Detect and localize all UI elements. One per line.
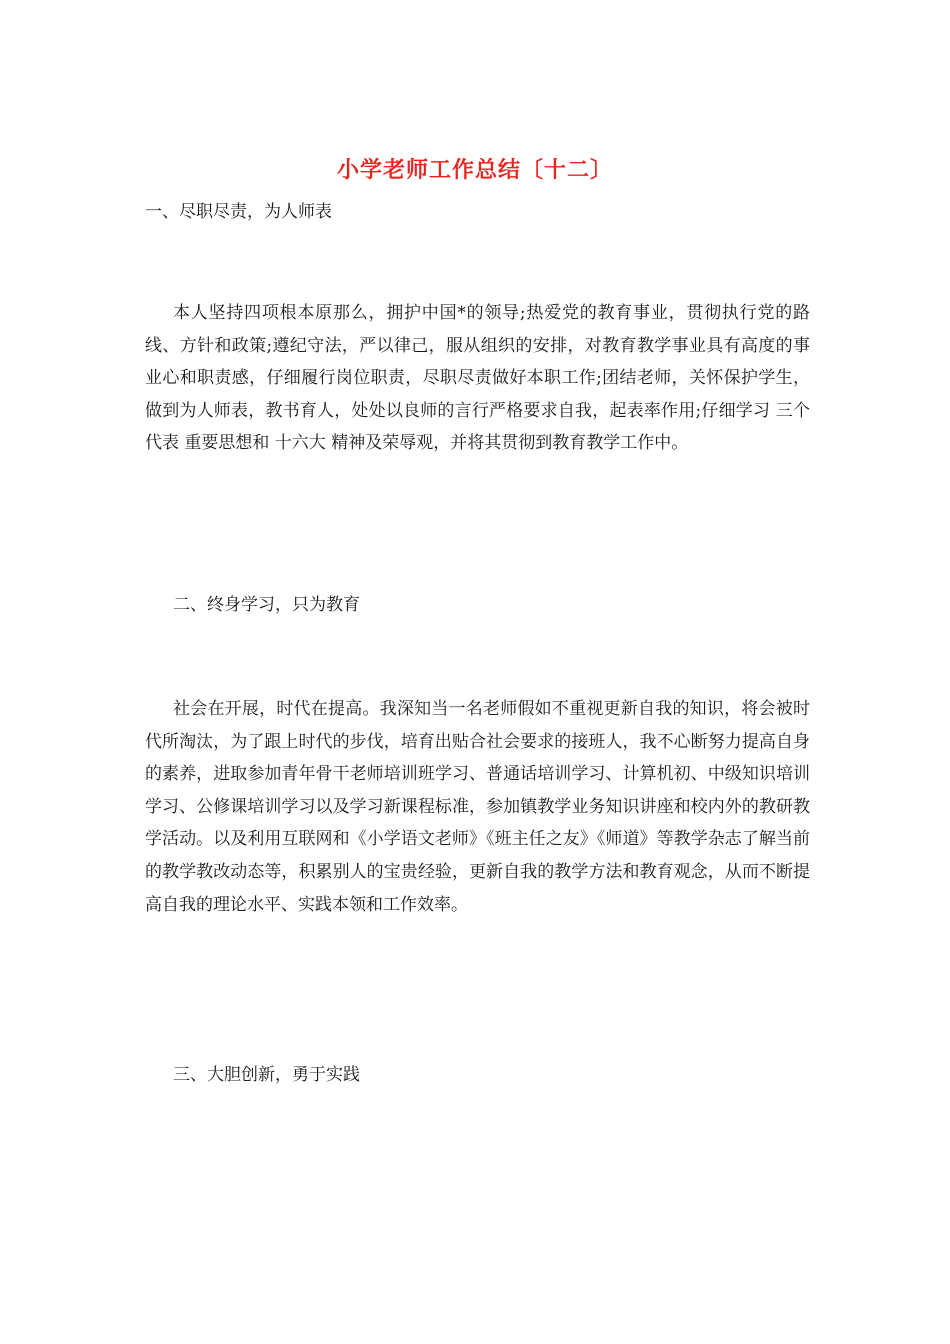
section-paragraph-2: 社会在开展，时代在提高。我深知当一名老师假如不重视更新自我的知识，将会被时代所淘汰，为了跟上时代的步伐，培育出贴合社会要求的接班人，我不心断努力提高自身的素养，进取参加青年骨干老师培训班学习、普通话培训学习、计算机初、中级知识培训学习、公修课培训学习以及学习新课程标准，参加镇教学业务知识讲座和校内外的教研教学活动。以及利用互联网和《小学语文老师》《班主任之友》《师道》等教学杂志了解当前的教学教改动态等，积累别人的宝贵经验，更新自我的教学方法和教育观念，从而不断提高自我的理论水平、实践本领和工作效率。 xyxy=(145,699,810,915)
document-title: 小学老师工作总结〔十二〕 xyxy=(336,157,613,183)
section-heading-1: 一、尽职尽责，为人师表 xyxy=(145,202,332,222)
section-paragraph-1: 本人坚持四项根本原那么，拥护中国*的领导;热爱党的教育事业，贯彻执行党的路线、方针和政策;遵纪守法，严以律己，服从组织的安排，对教育教学事业具有高度的事业心和职责感，仔细履行岗位职责，尽职尽责做好本职工作;团结老师，关怀保护学生，做到为人师表，教书育人，处处以良师的言行严格要求自我，起表率作用;仔细学习 三个代表 重要思想和 十六大 精神及荣辱观，并将其贯彻到教育教学工作中。 xyxy=(145,303,810,454)
section-heading-2: 二、终身学习，只为教育 xyxy=(173,595,360,615)
section-heading-3: 三、大胆创新，勇于实践 xyxy=(173,1065,360,1085)
